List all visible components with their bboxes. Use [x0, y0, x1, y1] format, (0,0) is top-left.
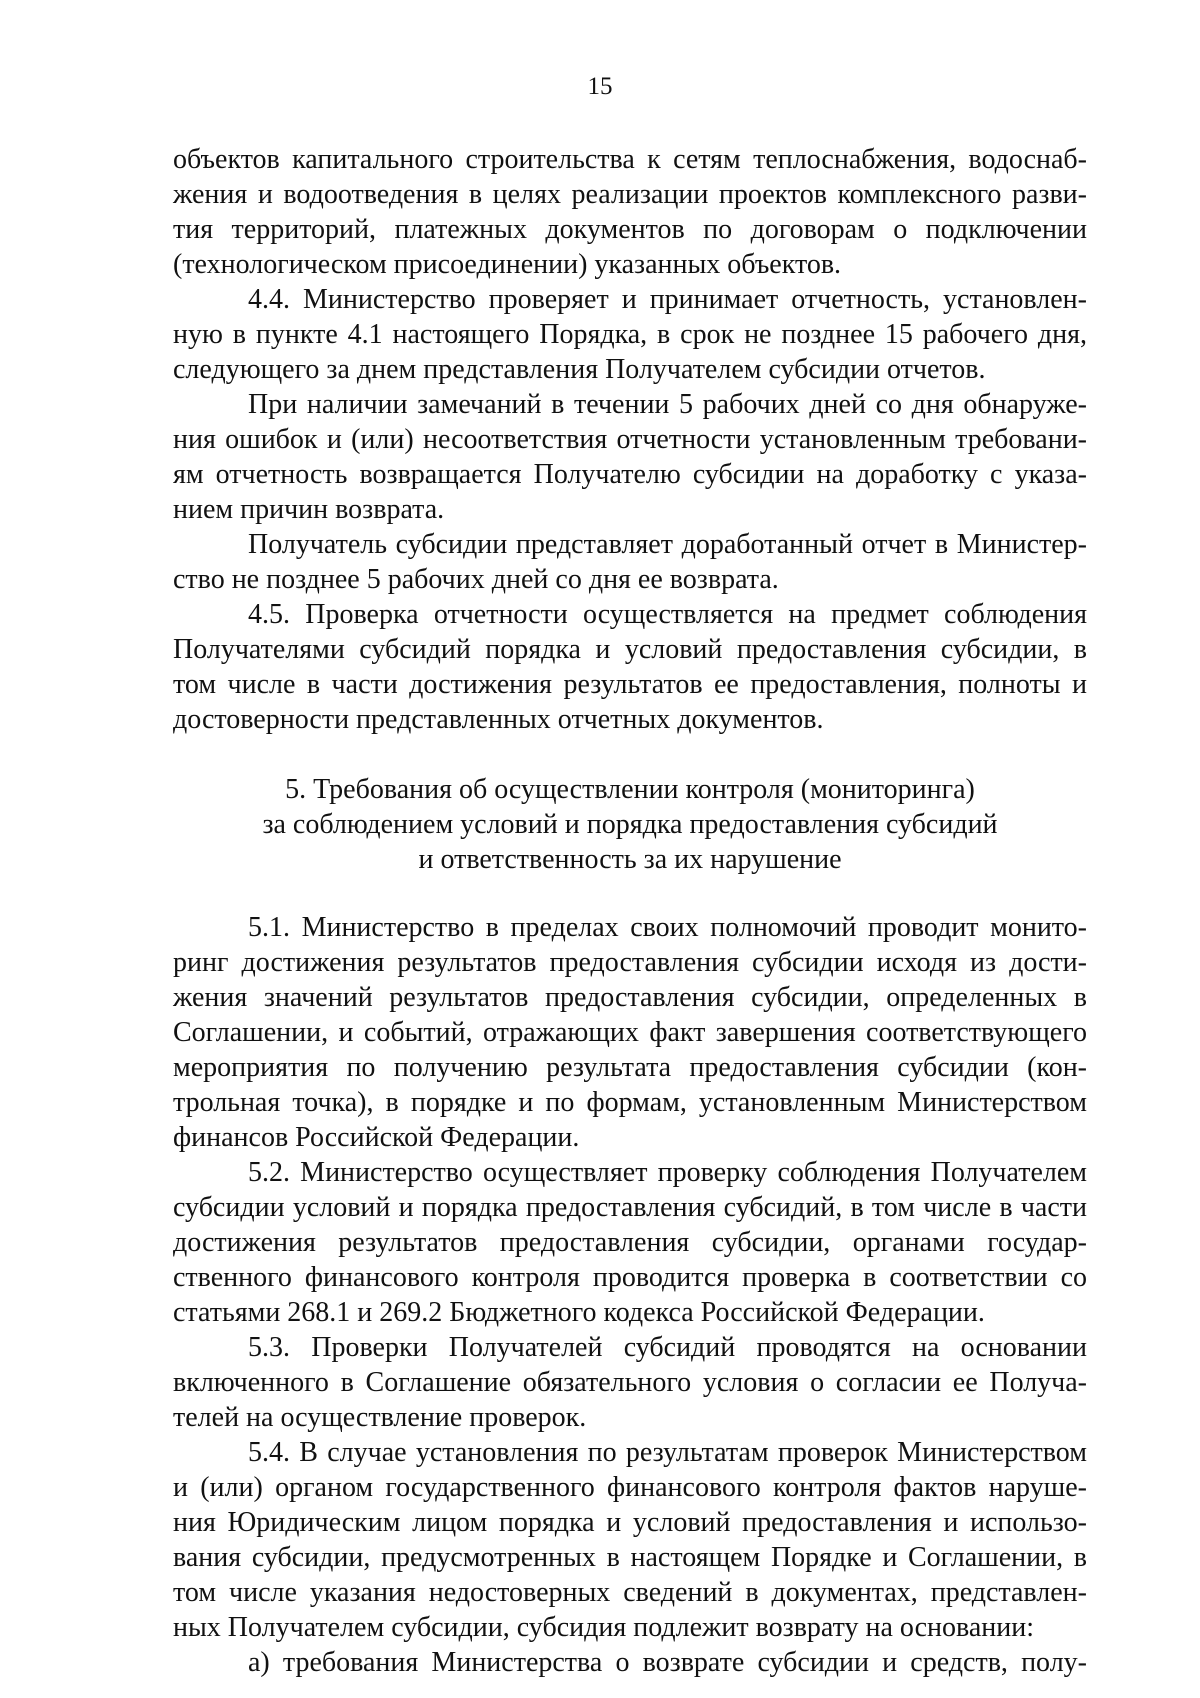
section-heading	[173, 772, 1087, 877]
paragraph-p5-4-a	[173, 1645, 1087, 1680]
text-line: Получатель субсидии представляет доработанный отчет в Министер-	[248, 529, 1087, 560]
text-line: При наличии замечаний в течении 5 рабочих дней со дня обнаруже-	[248, 389, 1087, 420]
paragraph-p5-4	[173, 1435, 1087, 1645]
section-heading-line: и ответственность за их нарушение	[418, 844, 842, 875]
paragraphs-before-heading	[173, 142, 1087, 737]
text-line: мероприятия по получению результата предоставления субсидии (кон-	[173, 1052, 1087, 1083]
paragraph-p5-1	[173, 910, 1087, 1155]
text-line: ство не позднее 5 рабочих дней со дня ее возврата.	[173, 564, 779, 595]
text-line: ственного финансового контроля проводится проверка в соответствии со	[173, 1262, 1087, 1293]
text-line: ния ошибок и (или) несоответствия отчетности установленным требовани-	[173, 424, 1087, 455]
text-line: субсидии условий и порядка предоставления субсидий, в том числе в части	[173, 1192, 1087, 1223]
text-line: 4.4. Министерство проверяет и принимает отчетность, установлен-	[248, 284, 1087, 315]
paragraph-p5-2	[173, 1155, 1087, 1330]
text-line: и (или) органом государственного финансового контроля фактов наруше-	[173, 1472, 1087, 1503]
paragraph-p4-5	[173, 597, 1087, 737]
text-line: телей на осуществление проверок.	[173, 1402, 587, 1433]
paragraph-p-return	[173, 527, 1087, 597]
text-line: ную в пункте 4.1 настоящего Порядка, в срок не позднее 15 рабочего дня,	[173, 319, 1087, 350]
text-line: 5.3. Проверки Получателей субсидий проводятся на основании	[248, 1332, 1087, 1363]
section-heading-line: 5. Требования об осуществлении контроля (мониторинга)	[285, 774, 975, 805]
paragraph-p4-4	[173, 282, 1087, 387]
text-line: следующего за днем представления Получателем субсидии отчетов.	[173, 354, 986, 385]
text-line: Соглашении, и событий, отражающих факт завершения соответствующего	[173, 1017, 1087, 1048]
text-line: трольная точка), в порядке и по формам, установленным Министерством	[173, 1087, 1087, 1118]
text-line: достоверности представленных отчетных документов.	[173, 704, 824, 735]
document-body	[173, 142, 1087, 1680]
text-line: 5.2. Министерство осуществляет проверку соблюдения Получателем	[248, 1157, 1087, 1188]
text-line: ных Получателем субсидии, субсидия подлежит возврату на основании:	[173, 1612, 1035, 1643]
text-line: включенного в Соглашение обязательного условия о согласии ее Получа-	[173, 1367, 1087, 1398]
text-line: объектов капитального строительства к сетям теплоснабжения, водоснаб-	[173, 144, 1087, 175]
paragraph-p0	[173, 142, 1087, 282]
text-line: жения и водоотведения в целях реализации проектов комплексного разви-	[173, 179, 1087, 210]
paragraph-p5-3	[173, 1330, 1087, 1435]
paragraphs-after-heading	[173, 910, 1087, 1680]
text-line: достижения результатов предоставления субсидии, органами государ-	[173, 1227, 1087, 1258]
text-line: жения значений результатов предоставления субсидии, определенных в	[173, 982, 1087, 1013]
text-line: 5.4. В случае установления по результатам проверок Министерством	[248, 1437, 1087, 1468]
text-line: 4.5. Проверка отчетности осуществляется на предмет соблюдения	[248, 599, 1087, 630]
section-heading-line: за соблюдением условий и порядка предоставления субсидий	[262, 809, 998, 840]
text-line: тия территорий, платежных документов по договорам о подключении	[173, 214, 1087, 245]
text-line: ния Юридическим лицом порядка и условий предоставления и использо-	[173, 1507, 1087, 1538]
text-line: нием причин возврата.	[173, 494, 445, 525]
text-line: ринг достижения результатов предоставления субсидии исходя из дости-	[173, 947, 1087, 978]
text-line: том числе указания недостоверных сведений в документах, представлен-	[173, 1577, 1087, 1608]
paragraph-p-remarks	[173, 387, 1087, 527]
text-line: 5.1. Министерство в пределах своих полномочий проводит монито-	[248, 912, 1087, 943]
text-line: финансов Российской Федерации.	[173, 1122, 580, 1153]
text-line: статьями 268.1 и 269.2 Бюджетного кодекса Российской Федерации.	[173, 1297, 985, 1328]
text-line: том числе в части достижения результатов ее предоставления, полноты и	[173, 669, 1087, 700]
page-number: 15	[587, 73, 613, 100]
text-line: (технологическом присоединении) указанных объектов.	[173, 249, 842, 280]
text-line: Получателями субсидий порядка и условий предоставления субсидии, в	[173, 634, 1087, 665]
text-line: ям отчетность возвращается Получателю субсидии на доработку с указа-	[173, 459, 1087, 490]
text-line: а) требования Министерства о возврате субсидии и средств, полу-	[248, 1647, 1087, 1678]
text-line: вания субсидии, предусмотренных в настоящем Порядке и Соглашении, в	[173, 1542, 1087, 1573]
